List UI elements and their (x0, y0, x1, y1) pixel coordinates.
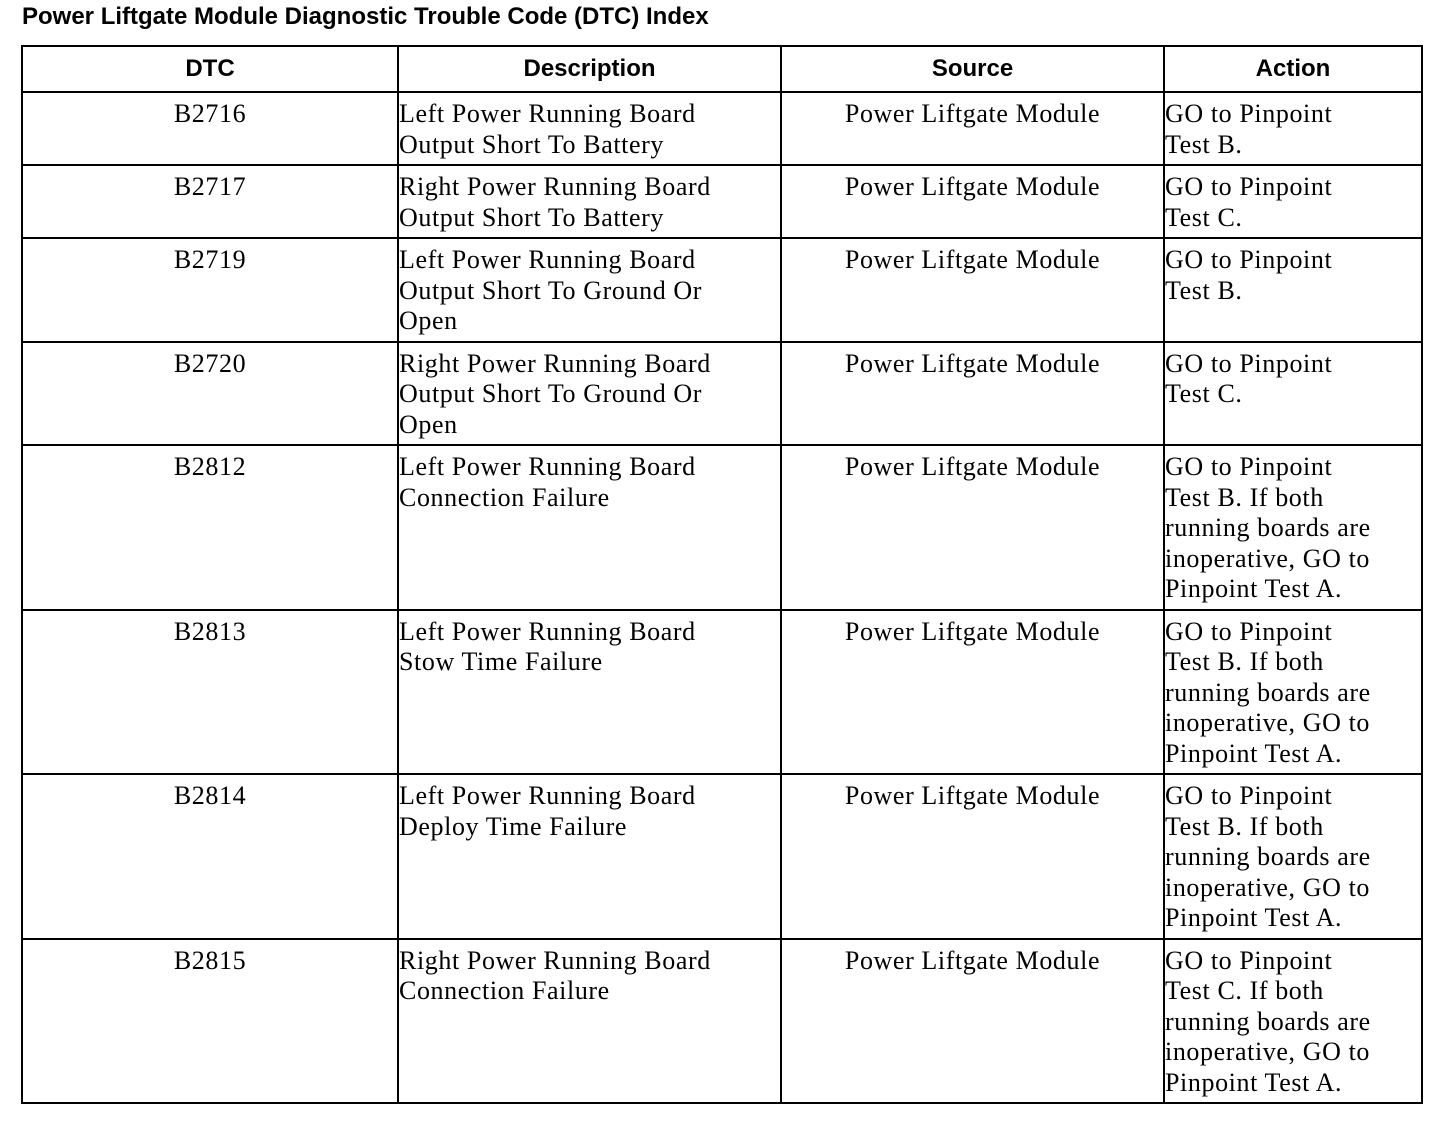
dtc-code: B2720 (22, 342, 398, 446)
description-line: Left Power Running Board (399, 781, 696, 810)
description-line: Stow Time Failure (399, 647, 603, 676)
description-line: Deploy Time Failure (399, 811, 628, 841)
description-line: Output Short To Ground Or (399, 379, 703, 408)
dtc-description (398, 774, 781, 939)
action-line: inoperative, GO to (1165, 543, 1371, 573)
action-line: Test B. If both (1165, 811, 1324, 841)
dtc-source: Power Liftgate Module (781, 92, 1164, 165)
action-line: GO to Pinpoint (1165, 781, 1333, 810)
description-line: Left Power Running Board (399, 452, 696, 481)
column-header-dtc: DTC (22, 46, 398, 92)
action-line: running boards are (1165, 677, 1371, 707)
action-line: Test B. If both (1165, 647, 1324, 676)
action-line: inoperative, GO to (1165, 1037, 1371, 1066)
dtc-source: Power Liftgate Module (781, 342, 1164, 446)
dtc-action (1164, 92, 1422, 165)
dtc-description (398, 445, 781, 610)
dtc-source: Power Liftgate Module (781, 445, 1164, 610)
action-line: Pinpoint Test A. (1165, 1067, 1343, 1097)
action-line: Pinpoint Test A. (1165, 903, 1343, 932)
action-line: GO to Pinpoint (1165, 452, 1333, 481)
table-body (22, 92, 1422, 1103)
column-header-source: Source (781, 46, 1164, 92)
dtc-source: Power Liftgate Module (781, 165, 1164, 238)
dtc-action (1164, 445, 1422, 610)
action-line: running boards are (1165, 842, 1371, 871)
action-line: Test B. (1165, 129, 1243, 159)
dtc-source: Power Liftgate Module (781, 939, 1164, 1104)
dtc-source: Power Liftgate Module (781, 774, 1164, 939)
action-line: Test C. (1165, 202, 1243, 232)
table-row (22, 445, 1422, 610)
table-row (22, 774, 1422, 939)
dtc-code: B2719 (22, 238, 398, 342)
action-line: running boards are (1165, 1006, 1371, 1036)
table-row (22, 939, 1422, 1104)
table-row (22, 610, 1422, 775)
description-line: Right Power Running Board (399, 348, 711, 378)
action-line: Pinpoint Test A. (1165, 574, 1343, 603)
dtc-action (1164, 610, 1422, 775)
description-line: Right Power Running Board (399, 945, 711, 975)
column-header-description: Description (398, 46, 781, 92)
description-line: Connection Failure (399, 976, 610, 1005)
dtc-code: B2812 (22, 445, 398, 610)
action-line: inoperative, GO to (1165, 872, 1371, 902)
dtc-code: B2717 (22, 165, 398, 238)
dtc-action (1164, 238, 1422, 342)
dtc-description (398, 610, 781, 775)
dtc-description (398, 92, 781, 165)
description-line: Output Short To Battery (399, 202, 664, 232)
description-line: Open (399, 409, 458, 439)
action-line: GO to Pinpoint (1165, 172, 1333, 201)
description-line: Left Power Running Board (399, 245, 696, 274)
dtc-action (1164, 165, 1422, 238)
action-line: Test C. If both (1165, 976, 1324, 1005)
dtc-index-table (21, 45, 1423, 1104)
table-row (22, 342, 1422, 446)
action-line: Pinpoint Test A. (1165, 738, 1343, 768)
dtc-action (1164, 939, 1422, 1104)
column-header-action: Action (1164, 46, 1422, 92)
table-header (22, 46, 1422, 92)
dtc-description (398, 939, 781, 1104)
description-line: Right Power Running Board (399, 172, 711, 201)
action-line: GO to Pinpoint (1165, 245, 1333, 274)
description-line: Left Power Running Board (399, 616, 696, 646)
table-row (22, 165, 1422, 238)
table-row (22, 238, 1422, 342)
action-line: GO to Pinpoint (1165, 616, 1333, 646)
action-line: Test B. (1165, 275, 1243, 305)
description-line: Left Power Running Board (399, 99, 696, 128)
action-line: Test C. (1165, 379, 1243, 408)
dtc-source: Power Liftgate Module (781, 238, 1164, 342)
description-line: Connection Failure (399, 482, 610, 512)
dtc-description (398, 238, 781, 342)
action-line: Test B. If both (1165, 482, 1324, 512)
header-row (22, 46, 1422, 92)
dtc-code: B2813 (22, 610, 398, 775)
description-line: Open (399, 306, 458, 335)
action-line: inoperative, GO to (1165, 708, 1371, 737)
dtc-code: B2814 (22, 774, 398, 939)
description-line: Output Short To Ground Or (399, 275, 703, 305)
dtc-code: B2815 (22, 939, 398, 1104)
action-line: GO to Pinpoint (1165, 945, 1333, 975)
action-line: GO to Pinpoint (1165, 99, 1333, 128)
dtc-description (398, 342, 781, 446)
page-title: Power Liftgate Module Diagnostic Trouble Code (DTC) Index (22, 3, 709, 30)
dtc-code: B2716 (22, 92, 398, 165)
dtc-action (1164, 774, 1422, 939)
action-line: GO to Pinpoint (1165, 348, 1333, 378)
table-row (22, 92, 1422, 165)
dtc-source: Power Liftgate Module (781, 610, 1164, 775)
dtc-action (1164, 342, 1422, 446)
action-line: running boards are (1165, 513, 1371, 542)
description-line: Output Short To Battery (399, 129, 664, 159)
dtc-description (398, 165, 781, 238)
